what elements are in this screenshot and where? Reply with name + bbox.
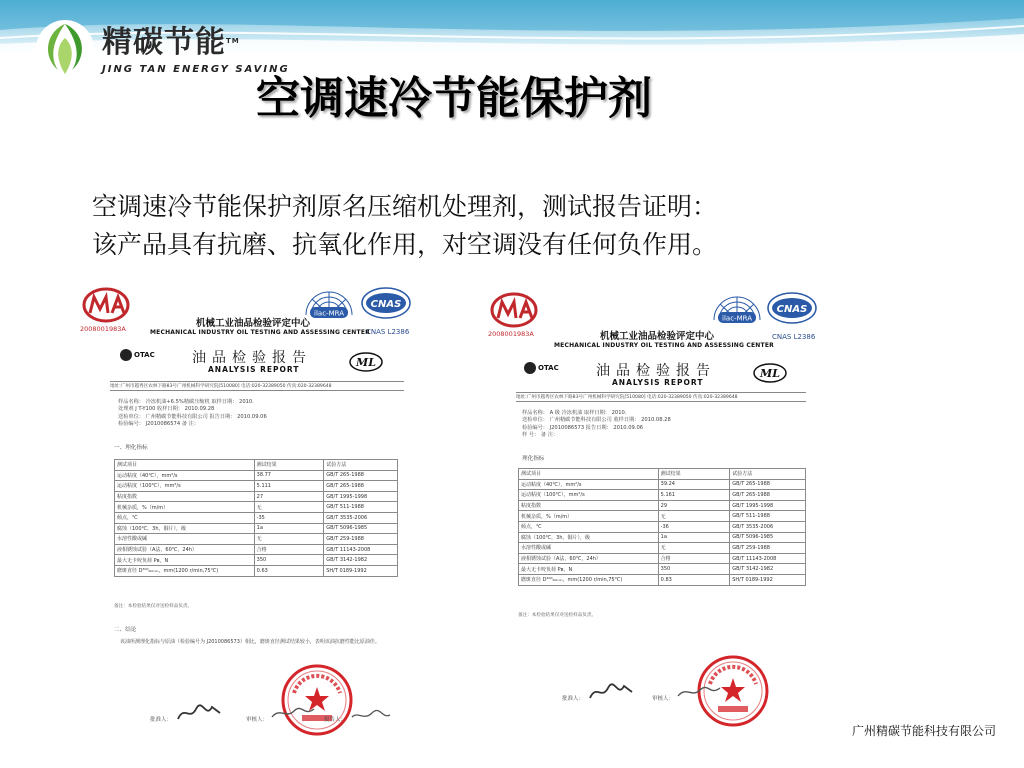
svg-text:CNAS: CNAS	[776, 304, 808, 315]
table-cell: 0.63	[254, 565, 324, 576]
intro-line-2: 该产品具有抗磨、抗氧化作用，对空调没有任何负作用。	[92, 230, 718, 259]
table-cell: GB/T 265-1988	[730, 479, 806, 490]
org-name-en: MECHANICAL INDUSTRY OIL TESTING AND ASSESSING CENTER	[150, 329, 370, 336]
table-cell: GB/T 1995-1998	[730, 500, 806, 511]
approver-label: 批准人：	[150, 717, 173, 723]
table-cell: -36	[658, 521, 730, 532]
table-cell: SH/T 0189-1992	[730, 574, 806, 585]
approver-signature-icon	[176, 703, 222, 723]
table-cell: GB/T 259-1988	[730, 543, 806, 554]
sample-info-line: 送检单位： 广州精碳节能科技有限公司 报告日期： 2010.09.06	[118, 413, 267, 420]
cnas-logo-icon	[358, 285, 414, 331]
table-cell: 液相锈蚀试验（A法，60℃，24h）	[519, 553, 659, 564]
table-cell: 合格	[254, 544, 324, 555]
table-cell: 38.77	[254, 470, 324, 481]
otac-logo-icon	[524, 362, 536, 374]
table-header-row	[115, 460, 398, 471]
table-cell: 0.83	[658, 574, 730, 585]
table-cell: 腐蚀（100℃，3h，铜片），级	[519, 532, 659, 543]
otac-logo-icon	[120, 349, 132, 361]
sample-info-line: 处理剂 J T-Y100 收样日期： 2010.09.28	[118, 406, 215, 413]
table-row	[115, 512, 398, 523]
slide-title: 空调速冷节能保护剂	[256, 73, 652, 124]
footer-company-name: 广州精碳节能科技有限公司	[852, 724, 997, 738]
table-cell: 39.24	[658, 479, 730, 490]
table-cell: GB/T 11143-2008	[730, 553, 806, 564]
org-name-en: MECHANICAL INDUSTRY OIL TESTING AND ASSESSING CENTER	[554, 342, 774, 349]
intro-line-1: 空调速冷节能保护剂原名压缩机处理剂，测试报告证明：	[92, 192, 718, 221]
lab-address-line: 地址:广州市越秀区农林下路83号广州机械科学研究院[510080] 电话:020-32389050 传真:020-32389648	[110, 381, 404, 391]
table-row	[115, 534, 398, 545]
table-cell: 磨斑直径 D³⁰⁰₆₀ₘᵢₙ，mm(1200 r/min,75℃)	[519, 574, 659, 585]
ml-mark-icon	[752, 362, 788, 384]
table-cell: 磨斑直径 D³⁰⁰₆₀ₘᵢₙ，mm(1200 r/min,75℃)	[115, 565, 255, 576]
section-heading-conclusion: 二、结论	[114, 627, 137, 633]
table-row	[519, 564, 806, 575]
official-red-seal-icon	[280, 663, 354, 737]
table-header-cell: 测试结果	[658, 469, 730, 480]
table-row	[519, 479, 806, 490]
reviewer-signature-icon	[270, 703, 316, 723]
table-cell: -35	[254, 512, 324, 523]
cnas-code: CNAS L2386	[772, 333, 816, 341]
table-cell: GB/T 5096-1985	[324, 523, 398, 534]
table-cell: GB/T 1995-1998	[324, 491, 398, 502]
trademark-mark: TM	[226, 37, 240, 45]
table-cell: GB/T 3535-2006	[324, 512, 398, 523]
sample-info-line: 样品名称： 冷冻机油+6.5%精碳压缩机 取样日期： 2010.	[118, 399, 254, 405]
table-row	[115, 555, 398, 566]
table-cell: 最大无卡咬负荷 Pв，N	[519, 564, 659, 575]
table-header-cell: 测试项目	[115, 460, 255, 471]
table-cell: 水溶性酸或碱	[115, 534, 255, 545]
table-cell: 350	[254, 555, 324, 566]
table-cell: 水溶性酸或碱	[519, 543, 659, 554]
table-row	[115, 544, 398, 555]
org-name-cn: 机械工业油品检验评定中心	[196, 318, 311, 329]
table-cell: 无	[658, 543, 730, 554]
lab-address-line: 地址:广州市越秀区农林下路83号广州机械科学研究院[510080] 电话:020-32389050 传真:020-32389648	[516, 392, 806, 402]
table-cell: GB/T 259-1988	[324, 534, 398, 545]
table-cell: 腐蚀（100℃，3h，铜片），级	[115, 523, 255, 534]
table-cell: GB/T 265-1988	[324, 470, 398, 481]
report-title-en: ANALYSIS REPORT	[208, 365, 300, 374]
sample-info-line: 样品名称： A 级 冷冻机油 取样日期： 2010.	[522, 410, 627, 416]
report-title-cn: 油品检验报告	[192, 350, 312, 366]
table-row	[519, 500, 806, 511]
cma-seal-icon	[82, 287, 130, 323]
table-cell: 无	[254, 534, 324, 545]
table-row	[519, 574, 806, 585]
table-cell: 1a	[254, 523, 324, 534]
table-cell: GB/T 5096-1985	[730, 532, 806, 543]
table-cell: 运动粘度（100℃），mm²/s	[115, 481, 255, 492]
svg-text:CNAS: CNAS	[370, 299, 402, 310]
table-header-cell: 测试项目	[519, 469, 659, 480]
table-row	[115, 523, 398, 534]
table-row	[115, 481, 398, 492]
test-report-treated-oil	[80, 285, 420, 750]
leaf-logo-icon	[34, 18, 96, 80]
table-row	[115, 491, 398, 502]
svg-text:ilac-MRA: ilac-MRA	[314, 309, 344, 318]
logo-english-name: JING TAN ENERGY SAVING	[102, 64, 290, 75]
approver-signature-icon	[588, 682, 634, 702]
approver-label: 批准人：	[562, 696, 585, 702]
table-cell: 最大无卡咬负荷 Pв，N	[115, 555, 255, 566]
table-cell: 倾点，℃	[115, 512, 255, 523]
section-heading-physchem: 一、理化指标	[114, 445, 148, 451]
table-cell: GB/T 511-1988	[324, 502, 398, 513]
table-cell: GB/T 265-1988	[324, 481, 398, 492]
table-cell: 1a	[658, 532, 730, 543]
table-cell: 粘度指数	[519, 500, 659, 511]
logo-chinese-name: 精碳节能	[102, 25, 226, 60]
table-row	[519, 521, 806, 532]
ilac-mra-logo-icon	[302, 285, 356, 331]
table-cell: GB/T 511-1988	[730, 511, 806, 522]
table-cell: 运动粘度（40℃），mm²/s	[519, 479, 659, 490]
report-note: 备注：本检验结果仅对送检样品负责。	[518, 613, 597, 618]
test-report-base-oil	[488, 290, 822, 730]
table-row	[519, 553, 806, 564]
section-heading-physchem: 理化指标	[522, 456, 545, 462]
table-cell: SH/T 0189-1992	[324, 565, 398, 576]
table-row	[519, 543, 806, 554]
otac-label: OTAC	[538, 364, 559, 372]
table-row	[115, 470, 398, 481]
cnas-code: CNAS L2386	[366, 328, 410, 336]
table-cell: GB/T 3535-2006	[730, 521, 806, 532]
table-cell: GB/T 265-1988	[730, 490, 806, 501]
cnas-logo-icon	[764, 290, 820, 336]
report-note: 备注：本检验结果仅对送检样品负责。	[114, 604, 193, 609]
org-name-cn: 机械工业油品检验评定中心	[600, 331, 715, 342]
table-cell: 运动粘度（40℃），mm²/s	[115, 470, 255, 481]
table-cell: GB/T 3142-1982	[730, 564, 806, 575]
svg-text:ML: ML	[760, 367, 780, 380]
cma-code: 2008001983A	[488, 330, 534, 338]
table-cell: 倾点，℃	[519, 521, 659, 532]
sample-info-line: 检验编号： J2010086574 备 注：	[118, 421, 199, 428]
table-cell: 29	[658, 500, 730, 511]
cma-code: 2008001983A	[80, 325, 126, 333]
table-cell: 无	[658, 511, 730, 522]
intro-text	[92, 188, 972, 264]
reviewer-label: 审核人：	[246, 717, 269, 723]
sample-info-line: 样 号： 备 注：	[522, 432, 559, 439]
table-row	[115, 565, 398, 576]
table-cell: 液相锈蚀试验（A法，60℃，24h）	[115, 544, 255, 555]
otac-label: OTAC	[134, 351, 155, 359]
table-cell: 350	[658, 564, 730, 575]
table-row	[519, 532, 806, 543]
table-cell: GB/T 11143-2008	[324, 544, 398, 555]
table-cell: GB/T 3142-1982	[324, 555, 398, 566]
sample-info	[118, 399, 267, 429]
table-header-cell: 测试结果	[254, 460, 324, 471]
svg-text:ilac-MRA: ilac-MRA	[722, 314, 752, 323]
table-cell: 5.161	[658, 490, 730, 501]
sample-info	[522, 410, 671, 440]
results-table	[518, 468, 806, 586]
table-cell: 无	[254, 502, 324, 513]
conclusion-text: 该油所测理化指标与原油（检验编号为 J2010086573）相比，磨斑直径测试结果较小，表明该油抗磨性能比原油佳。	[120, 639, 380, 645]
svg-text:ML: ML	[356, 356, 376, 369]
report-title-cn: 油品检验报告	[596, 363, 716, 379]
ilac-mra-logo-icon	[710, 290, 764, 336]
table-cell: 机械杂质，%（m/m）	[519, 511, 659, 522]
table-cell: 机械杂质，%（m/m）	[115, 502, 255, 513]
table-cell: 5.111	[254, 481, 324, 492]
table-header-cell: 试验方法	[324, 460, 398, 471]
table-cell: 27	[254, 491, 324, 502]
table-cell: 合格	[658, 553, 730, 564]
sample-info-line: 送检单位： 广州精碳节能科技有限公司 收样日期： 2010.08.28	[522, 417, 671, 424]
table-row	[115, 502, 398, 513]
table-row	[519, 490, 806, 501]
preparer-label: 报告人：	[324, 717, 347, 723]
report-title-en: ANALYSIS REPORT	[612, 378, 704, 387]
preparer-signature-icon	[350, 705, 396, 725]
reviewer-label: 审核人：	[652, 696, 675, 702]
cma-seal-icon	[490, 292, 538, 328]
company-logo	[34, 18, 290, 80]
sample-info-line: 检验编号： J2010086573 报告日期： 2010.09.06	[522, 424, 644, 431]
ml-mark-icon	[348, 351, 384, 373]
results-table	[114, 459, 398, 577]
table-row	[519, 511, 806, 522]
table-header-cell: 试验方法	[730, 469, 806, 480]
table-header-row	[519, 469, 806, 480]
table-cell: 运动粘度（100℃），mm²/s	[519, 490, 659, 501]
reviewer-signature-icon	[676, 682, 722, 702]
table-cell: 粘度指数	[115, 491, 255, 502]
